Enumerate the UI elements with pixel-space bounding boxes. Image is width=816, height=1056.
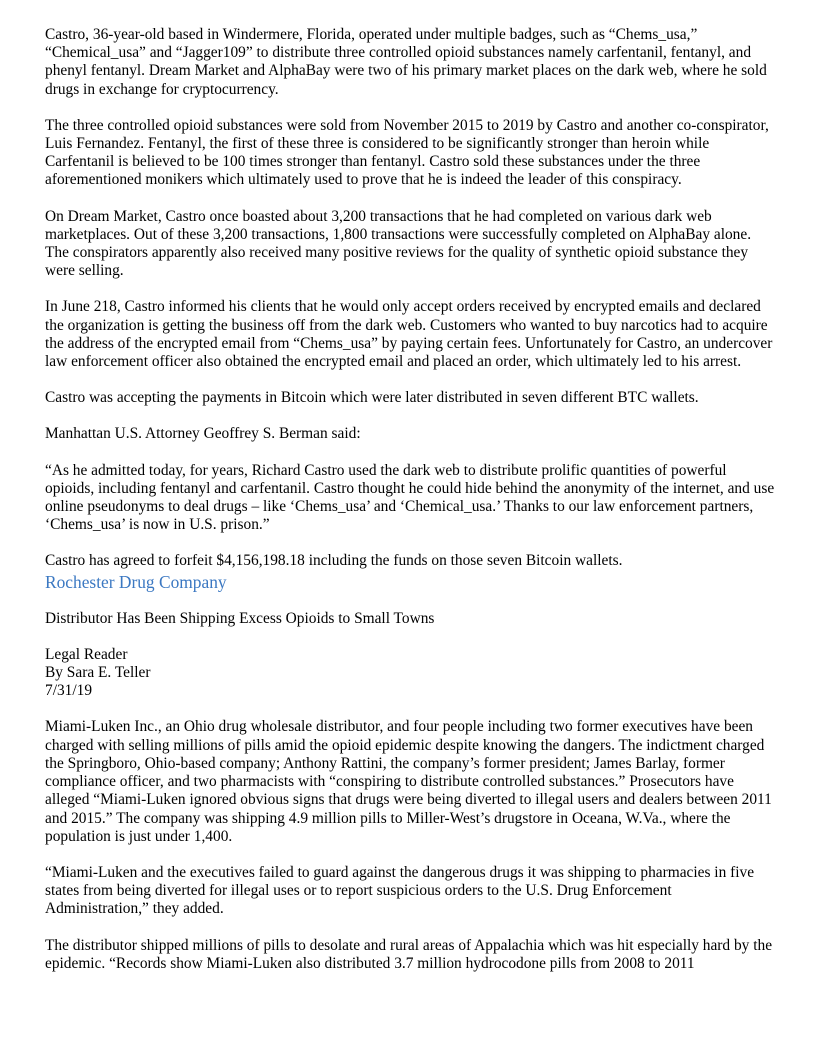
article2-paragraph-1: Miami-Luken Inc., an Ohio drug wholesale distributor, and four people including two former executives have been charged with selling millions of pills amid the opioid epidemic despite knowing the dangers. The indictment charged the Springboro, Ohio-based company; Anthony Rattini, the company’s former president; James Barlay, former compliance officer, and two pharmacists with “conspiring to distribute controlled substances.” Prosecutors have alleged “Miami-Luken ignored obvious signs that drugs were being diverted to illegal users and dealers between 2011 and 2015.” The company was shipping 4.9 million pills to Miller-West’s drugstore in Oceana, W.Va., where the population is just under 1,400. bbox=[45, 718, 772, 845]
article1-paragraph-4: In June 218, Castro informed his clients that he would only accept orders received by encrypted emails and declared the organization is getting the business off from the dark web. Customers who wanted to buy narcotics had to acquire the address of the encrypted email from “Chems_usa” by paying certain fees. Unfortunately for Castro, an undercover law enforcement officer also obtained the encrypted email and placed an order, which ultimately led to his arrest. bbox=[45, 298, 773, 371]
document-page bbox=[45, 26, 775, 973]
article1-paragraph-8: Castro has agreed to forfeit $4,156,198.18 including the funds on those seven Bitcoin wallets. bbox=[45, 552, 623, 570]
article1-paragraph-3: On Dream Market, Castro once boasted about 3,200 transactions that he had completed on various dark web marketplaces. Out of these 3,200 transactions, 1,800 transactions were successfully completed on AlphaBay alone. The conspirators apparently also received many positive reviews for the quality of synthetic opioid substance they were selling. bbox=[45, 207, 752, 280]
article2-date: 7/31/19 bbox=[45, 682, 93, 700]
article1-paragraph-2: The three controlled opioid substances were sold from November 2015 to 2019 by Castro and another co-conspirator, Luis Fernandez. Fentanyl, the first of these three is considered to be significantly stronger than heroin while Carfentanil is believed to be 100 times stronger than fentanyl. Castro sold these substances under the three aforementioned monikers which ultimately used to prove that he is indeed the leader of this conspiracy. bbox=[45, 116, 769, 189]
article1-paragraph-5: Castro was accepting the payments in Bitcoin which were later distributed in seven different BTC wallets. bbox=[45, 389, 699, 407]
article2-subtitle: Distributor Has Been Shipping Excess Opioids to Small Towns bbox=[45, 609, 435, 627]
rochester-drug-company-link[interactable]: Rochester Drug Company bbox=[45, 571, 227, 592]
article2-paragraph-3: The distributor shipped millions of pills to desolate and rural areas of Appalachia which was hit especially hard by the epidemic. “Records show Miami-Luken also distributed 3.7 million hydrocodone pills from 2008 to 2011 bbox=[45, 936, 773, 972]
article2-source: Legal Reader bbox=[45, 645, 128, 663]
article1-quote: “As he admitted today, for years, Richard Castro used the dark web to distribute prolific quantities of powerful opioids, including fentanyl and carfentanil. Castro thought he could hide behind the anonymity of the internet, and use online pseudonyms to deal drugs – like ‘Chems_usa’ and ‘Chemical_usa.’ Thanks to our law enforcement partners, ‘Chems_usa’ is now in U.S. prison.” bbox=[45, 461, 775, 534]
article1-paragraph-1: Castro, 36-year-old based in Windermere, Florida, operated under multiple badges, such as “Chems_usa,” “Chemical_usa” and “Jagger109” to distribute three controlled opioid substances namely carfentanil, fentanyl, and phenyl fentanyl. Dream Market and AlphaBay were two of his primary market places on the dark web, where he sold drugs in exchange for cryptocurrency. bbox=[45, 26, 767, 98]
article1-paragraph-6: Manhattan U.S. Attorney Geoffrey S. Berman said: bbox=[45, 425, 361, 443]
article2-byline: By Sara E. Teller bbox=[45, 664, 151, 682]
article2-paragraph-2: “Miami-Luken and the executives failed to guard against the dangerous drugs it was shipping to pharmacies in five states from being diverted for illegal uses or to report suspicious orders to the U.S. Drug Enforcement Administration,” they added. bbox=[45, 863, 755, 918]
